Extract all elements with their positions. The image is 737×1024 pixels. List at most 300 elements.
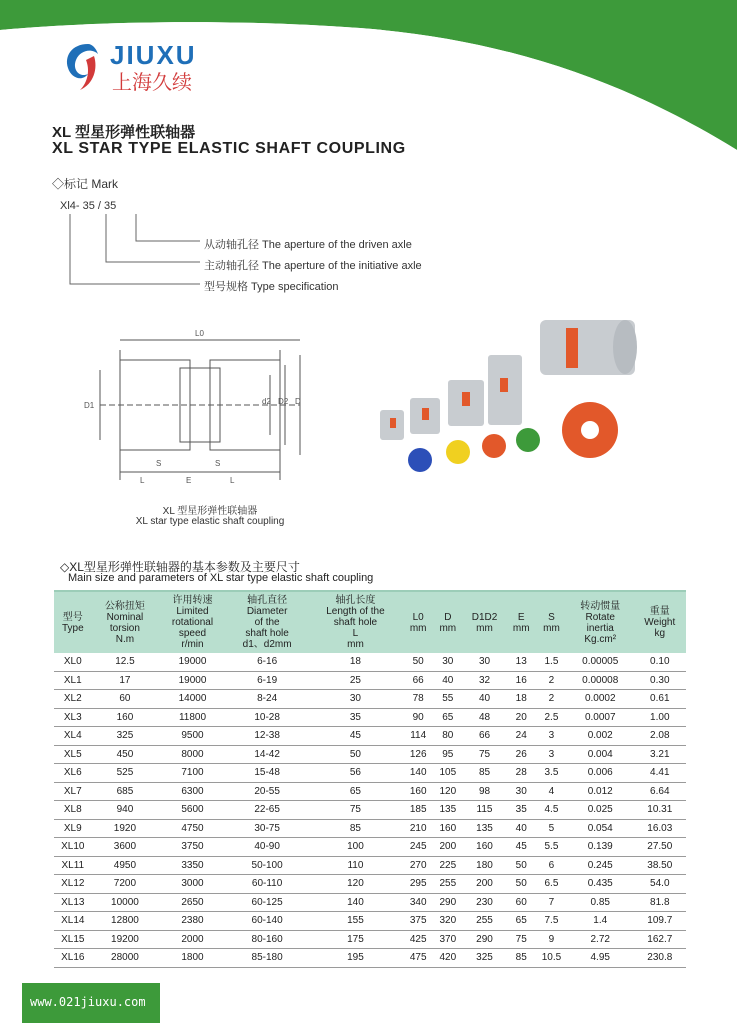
table-header-line: mm [476, 622, 493, 634]
table-cell: 0.004 [567, 745, 634, 764]
table-header-line: Weight [644, 617, 676, 628]
table-cell: XL6 [54, 764, 92, 783]
table-header-cell [92, 591, 159, 653]
table-cell: 22-65 [227, 801, 308, 820]
table-cell: 78 [403, 690, 433, 709]
table-cell: 0.002 [567, 727, 634, 746]
table-header-line: Limited [176, 606, 209, 617]
table-cell: 98 [463, 782, 507, 801]
footer-badge [22, 983, 160, 1023]
table-cell: 3350 [158, 856, 226, 875]
table-cell: 425 [403, 930, 433, 949]
table-cell: 255 [433, 875, 463, 894]
table-row [54, 653, 686, 671]
table-cell: 1.4 [567, 912, 634, 931]
table-cell: 110 [308, 856, 404, 875]
table-cell: 940 [92, 801, 159, 820]
footer-url[interactable]: www.021jiuxu.com [30, 995, 146, 1009]
table-header-line: 轴孔直径 [247, 595, 288, 606]
table-cell: 6.5 [536, 875, 567, 894]
table-header-cell [54, 591, 92, 653]
table-cell: 140 [403, 764, 433, 783]
table-cell: 45 [308, 727, 404, 746]
table-cell: 200 [433, 838, 463, 857]
table-cell: 1.5 [536, 653, 567, 671]
table-header-line: mm [439, 622, 457, 634]
table-cell: XL13 [54, 893, 92, 912]
table-cell: 160 [92, 708, 159, 727]
table-header-line: N.m [115, 633, 135, 645]
table-cell: XL4 [54, 727, 92, 746]
table-cell: 40-90 [227, 838, 308, 857]
table-cell: 525 [92, 764, 159, 783]
table-header-cell [403, 591, 433, 653]
table-row [54, 856, 686, 875]
table-row [54, 727, 686, 746]
table-cell: 65 [308, 782, 404, 801]
table-cell: 2.08 [634, 727, 686, 746]
table-row [54, 801, 686, 820]
table-cell: 100 [308, 838, 404, 857]
table-header-line: rotational [171, 617, 214, 628]
table-cell: 30 [433, 653, 463, 671]
table-cell: 126 [403, 745, 433, 764]
table-cell: 18 [506, 690, 536, 709]
table-cell: 35 [506, 801, 536, 820]
table-header-cell [308, 591, 404, 653]
table-cell: XL11 [54, 856, 92, 875]
table-cell: 17 [92, 671, 159, 690]
table-header-line: torsion [109, 622, 140, 634]
table-cell: 45 [506, 838, 536, 857]
table-cell: XL5 [54, 745, 92, 764]
table-header-line: shaft hole [333, 617, 378, 628]
table-cell: 320 [433, 912, 463, 931]
table-cell: 0.0007 [567, 708, 634, 727]
table-cell: 105 [433, 764, 463, 783]
table-cell: 4950 [92, 856, 159, 875]
table-cell: 5600 [158, 801, 226, 820]
table-cell: 0.00005 [567, 653, 634, 671]
table-cell: 14-42 [227, 745, 308, 764]
table-cell: 0.61 [634, 690, 686, 709]
table-cell: 20-55 [227, 782, 308, 801]
table-cell: 30 [463, 653, 507, 671]
table-cell: XL12 [54, 875, 92, 894]
table-cell: 109.7 [634, 912, 686, 931]
table-cell: XL14 [54, 912, 92, 931]
table-cell: 2 [536, 690, 567, 709]
table-cell: XL1 [54, 671, 92, 690]
table-cell: 66 [463, 727, 507, 746]
table-cell: 0.012 [567, 782, 634, 801]
table-cell: 230 [463, 893, 507, 912]
table-header-line: E [517, 611, 525, 623]
table-cell: 0.85 [567, 893, 634, 912]
table-cell: 10000 [92, 893, 159, 912]
table-cell: 6 [536, 856, 567, 875]
table-header-line: r/min [181, 639, 204, 650]
table-cell: 10.5 [536, 949, 567, 968]
table-row [54, 708, 686, 727]
table-cell: 10.31 [634, 801, 686, 820]
table-row [54, 764, 686, 783]
table-row [54, 782, 686, 801]
table-header-cell [567, 591, 634, 653]
table-cell: 12-38 [227, 727, 308, 746]
brand-cn: 上海久续 [112, 70, 192, 94]
logo-mark-icon [58, 38, 108, 94]
table-cell: 7.5 [536, 912, 567, 931]
table-cell: 28000 [92, 949, 159, 968]
table-cell: 375 [403, 912, 433, 931]
table-cell: 75 [308, 801, 404, 820]
table-cell: XL0 [54, 653, 92, 671]
table-cell: 6.64 [634, 782, 686, 801]
table-cell: 210 [403, 819, 433, 838]
table-title-en: Main size and parameters of XL star type elastic shaft coupling [68, 572, 374, 584]
table-header-cell [536, 591, 567, 653]
drawing-label-small-d2: d2 [262, 397, 271, 406]
table-header-line: Kg.cm² [584, 633, 617, 645]
drawing-caption-cn: XL 型星形弹性联轴器 [162, 506, 258, 517]
table-cell: 15-48 [227, 764, 308, 783]
table-cell: 114 [403, 727, 433, 746]
mark-code: Xl4- 35 / 35 [60, 200, 117, 212]
product-photo [370, 300, 700, 490]
table-cell: 270 [403, 856, 433, 875]
table-cell: 66 [403, 671, 433, 690]
table-cell: 35 [308, 708, 404, 727]
table-header-line: mm [409, 622, 427, 634]
table-cell: 160 [403, 782, 433, 801]
table-cell: 85 [308, 819, 404, 838]
table-cell: 30-75 [227, 819, 308, 838]
table-header-line: mm [347, 639, 364, 650]
table-cell: 0.006 [567, 764, 634, 783]
drawing-label-d: D [295, 397, 301, 406]
table-cell: 0.30 [634, 671, 686, 690]
table-cell: 50 [403, 653, 433, 671]
table-cell: 225 [433, 856, 463, 875]
table-header-cell [463, 591, 507, 653]
table-cell: 40 [506, 819, 536, 838]
drawing-label-s-right: S [215, 459, 221, 468]
table-cell: 135 [463, 819, 507, 838]
table-header-line: L [352, 628, 359, 639]
table-cell: XL8 [54, 801, 92, 820]
table-cell: 11800 [158, 708, 226, 727]
mark-heading: ◇标记 Mark [52, 177, 119, 191]
table-cell: 0.00008 [567, 671, 634, 690]
table-cell: 120 [433, 782, 463, 801]
table-cell: XL9 [54, 819, 92, 838]
table-cell: 27.50 [634, 838, 686, 857]
table-cell: 85-180 [227, 949, 308, 968]
table-cell: 13 [506, 653, 536, 671]
table-cell: 230.8 [634, 949, 686, 968]
table-header-line: L0 [412, 611, 424, 623]
table-cell: XL2 [54, 690, 92, 709]
table-row [54, 949, 686, 968]
table-header-line: D1D2 [471, 611, 498, 623]
table-cell: 0.435 [567, 875, 634, 894]
table-cell: XL10 [54, 838, 92, 857]
table-cell: 420 [433, 949, 463, 968]
table-cell: 75 [463, 745, 507, 764]
table-cell: 9500 [158, 727, 226, 746]
table-cell: 155 [308, 912, 404, 931]
table-cell: 14000 [158, 690, 226, 709]
table-cell: 162.7 [634, 930, 686, 949]
table-cell: 85 [506, 949, 536, 968]
table-cell: 24 [506, 727, 536, 746]
table-cell: 0.245 [567, 856, 634, 875]
table-body [54, 653, 686, 967]
table-header-line: D [444, 611, 452, 623]
table-cell: 245 [403, 838, 433, 857]
table-header-line: 公称扭矩 [104, 600, 145, 612]
table-row [54, 819, 686, 838]
table-cell: 65 [433, 708, 463, 727]
table-cell: 0.025 [567, 801, 634, 820]
table-header-line: 许用转速 [172, 595, 213, 606]
table-header-line: of the [254, 617, 280, 628]
table-cell: 0.10 [634, 653, 686, 671]
table-cell: 3 [536, 745, 567, 764]
table-cell: 2.5 [536, 708, 567, 727]
table-cell: 135 [433, 801, 463, 820]
table-cell: 450 [92, 745, 159, 764]
drawing-label-big-d2: D2 [278, 397, 289, 406]
table-header-line: 转动惯量 [580, 600, 621, 612]
table-cell: 4.95 [567, 949, 634, 968]
table-cell: 6-19 [227, 671, 308, 690]
table-cell: 12.5 [92, 653, 159, 671]
table-header-line: shaft hole [245, 628, 289, 639]
table-cell: 325 [92, 727, 159, 746]
table-cell: 0.0002 [567, 690, 634, 709]
table-cell: 185 [403, 801, 433, 820]
table-cell: 75 [506, 930, 536, 949]
table-cell: 200 [463, 875, 507, 894]
table-cell: 18 [308, 653, 404, 671]
table-cell: 3600 [92, 838, 159, 857]
table-cell: XL3 [54, 708, 92, 727]
table-cell: 160 [433, 819, 463, 838]
table-cell: XL16 [54, 949, 92, 968]
table-cell: 80-160 [227, 930, 308, 949]
table-cell: 25 [308, 671, 404, 690]
table-cell: 32 [463, 671, 507, 690]
mark-line-driven: 从动轴孔径 The aperture of the driven axle [204, 239, 412, 251]
table-cell: 290 [433, 893, 463, 912]
table-header-line: Type [61, 622, 84, 634]
page-title-cn: XL 型星形弹性联轴器 [52, 124, 196, 141]
table-cell: 50 [506, 875, 536, 894]
drawing-label-s-left: S [156, 459, 162, 468]
table-row [54, 838, 686, 857]
table-cell: 370 [433, 930, 463, 949]
table-cell: 180 [463, 856, 507, 875]
table-cell: 16 [506, 671, 536, 690]
table-cell: 2380 [158, 912, 226, 931]
page-title-en: XL STAR TYPE ELASTIC SHAFT COUPLING [52, 140, 406, 157]
table-cell: 1.00 [634, 708, 686, 727]
table-header-cell [227, 591, 308, 653]
table-cell: 7 [536, 893, 567, 912]
mark-line-initiative: 主动轴孔径 The aperture of the initiative axle [204, 260, 422, 272]
table-row [54, 690, 686, 709]
table-cell: 3000 [158, 875, 226, 894]
table-cell: 50 [506, 856, 536, 875]
table-header-line: mm [543, 622, 560, 634]
table-cell: 55 [433, 690, 463, 709]
table-row [54, 893, 686, 912]
table-cell: 475 [403, 949, 433, 968]
table-cell: 4.5 [536, 801, 567, 820]
table-cell: 6300 [158, 782, 226, 801]
table-header-cell [506, 591, 536, 653]
table-cell: 20 [506, 708, 536, 727]
table-cell: 1920 [92, 819, 159, 838]
table-row [54, 875, 686, 894]
table-header-line: Nominal [106, 611, 144, 623]
mark-line-type: 型号规格 Type specification [204, 281, 339, 293]
table-cell: 2 [536, 671, 567, 690]
drawing-label-d1: D1 [84, 401, 95, 410]
table-cell: 340 [403, 893, 433, 912]
table-cell: 48 [463, 708, 507, 727]
table-header-line: d1、d2mm [242, 639, 292, 650]
drawing-label-l0: L0 [195, 329, 204, 338]
table-cell: 50-100 [227, 856, 308, 875]
table-cell: 19000 [158, 653, 226, 671]
table-cell: 30 [506, 782, 536, 801]
drawing-label-l-left: L [140, 476, 145, 485]
drawing-caption-en: XL star type elastic shaft coupling [135, 516, 285, 527]
table-cell: 195 [308, 949, 404, 968]
table-cell: 7100 [158, 764, 226, 783]
table-cell: 19200 [92, 930, 159, 949]
table-cell: 60-110 [227, 875, 308, 894]
table-cell: 26 [506, 745, 536, 764]
table-header-line: speed [178, 628, 207, 639]
table-cell: 95 [433, 745, 463, 764]
table-cell: 60 [506, 893, 536, 912]
company-logo [58, 38, 248, 94]
table-cell: 60 [92, 690, 159, 709]
table-cell: 40 [463, 690, 507, 709]
table-cell: 3.5 [536, 764, 567, 783]
table-cell: 9 [536, 930, 567, 949]
table-cell: 2650 [158, 893, 226, 912]
table-header-cell [634, 591, 686, 653]
drawing-label-e: E [186, 476, 192, 485]
table-cell: 8000 [158, 745, 226, 764]
table-cell: 160 [463, 838, 507, 857]
table-cell: 2.72 [567, 930, 634, 949]
table-row [54, 745, 686, 764]
table-cell: 54.0 [634, 875, 686, 894]
table-cell: 38.50 [634, 856, 686, 875]
table-header-line: kg [654, 628, 666, 639]
table-cell: 120 [308, 875, 404, 894]
brand-name: JIUXU [110, 40, 197, 70]
table-row [54, 671, 686, 690]
table-row [54, 930, 686, 949]
table-cell: 0.054 [567, 819, 634, 838]
table-header-line: 重量 [649, 606, 670, 617]
table-cell: 4750 [158, 819, 226, 838]
table-header-line: inertia [586, 622, 614, 634]
table-header-cell [433, 591, 463, 653]
table-cell: 12800 [92, 912, 159, 931]
table-cell: 19000 [158, 671, 226, 690]
table-cell: 90 [403, 708, 433, 727]
mark-leader-lines [60, 210, 210, 290]
table-cell: 325 [463, 949, 507, 968]
table-cell: 5 [536, 819, 567, 838]
table-header-line: Diameter [246, 606, 288, 617]
table-cell: 81.8 [634, 893, 686, 912]
table-cell: 40 [433, 671, 463, 690]
table-cell: 295 [403, 875, 433, 894]
table-cell: 3.21 [634, 745, 686, 764]
table-cell: 16.03 [634, 819, 686, 838]
table-cell: 65 [506, 912, 536, 931]
table-cell: 140 [308, 893, 404, 912]
table-cell: 8-24 [227, 690, 308, 709]
table-cell: 2000 [158, 930, 226, 949]
table-header-cell [158, 591, 226, 653]
table-cell: 115 [463, 801, 507, 820]
table-row [54, 912, 686, 931]
table-cell: 5.5 [536, 838, 567, 857]
table-cell: 3 [536, 727, 567, 746]
table-header-line: S [548, 611, 555, 623]
table-header-line: Rotate [585, 611, 615, 623]
table-cell: 50 [308, 745, 404, 764]
spec-table [54, 590, 686, 968]
table-cell: 6-16 [227, 653, 308, 671]
table-cell: 290 [463, 930, 507, 949]
table-cell: 80 [433, 727, 463, 746]
table-cell: 28 [506, 764, 536, 783]
table-cell: 3750 [158, 838, 226, 857]
table-header-line: Length of the [326, 606, 385, 617]
table-cell: 4 [536, 782, 567, 801]
table-header-line: 轴孔长度 [335, 595, 376, 606]
table-header-row [54, 591, 686, 653]
table-cell: 4.41 [634, 764, 686, 783]
table-title-cn: ◇XL型星形弹性联轴器的基本参数及主要尺寸 [60, 560, 300, 574]
table-cell: 60-140 [227, 912, 308, 931]
table-cell: 685 [92, 782, 159, 801]
table-cell: 175 [308, 930, 404, 949]
table-cell: 60-125 [227, 893, 308, 912]
table-cell: XL7 [54, 782, 92, 801]
table-cell: 1800 [158, 949, 226, 968]
table-header-line: mm [512, 622, 530, 634]
table-cell: 85 [463, 764, 507, 783]
table-cell: 7200 [92, 875, 159, 894]
table-cell: 56 [308, 764, 404, 783]
table-cell: 10-28 [227, 708, 308, 727]
table-cell: 0.139 [567, 838, 634, 857]
table-cell: 30 [308, 690, 404, 709]
table-cell: 255 [463, 912, 507, 931]
